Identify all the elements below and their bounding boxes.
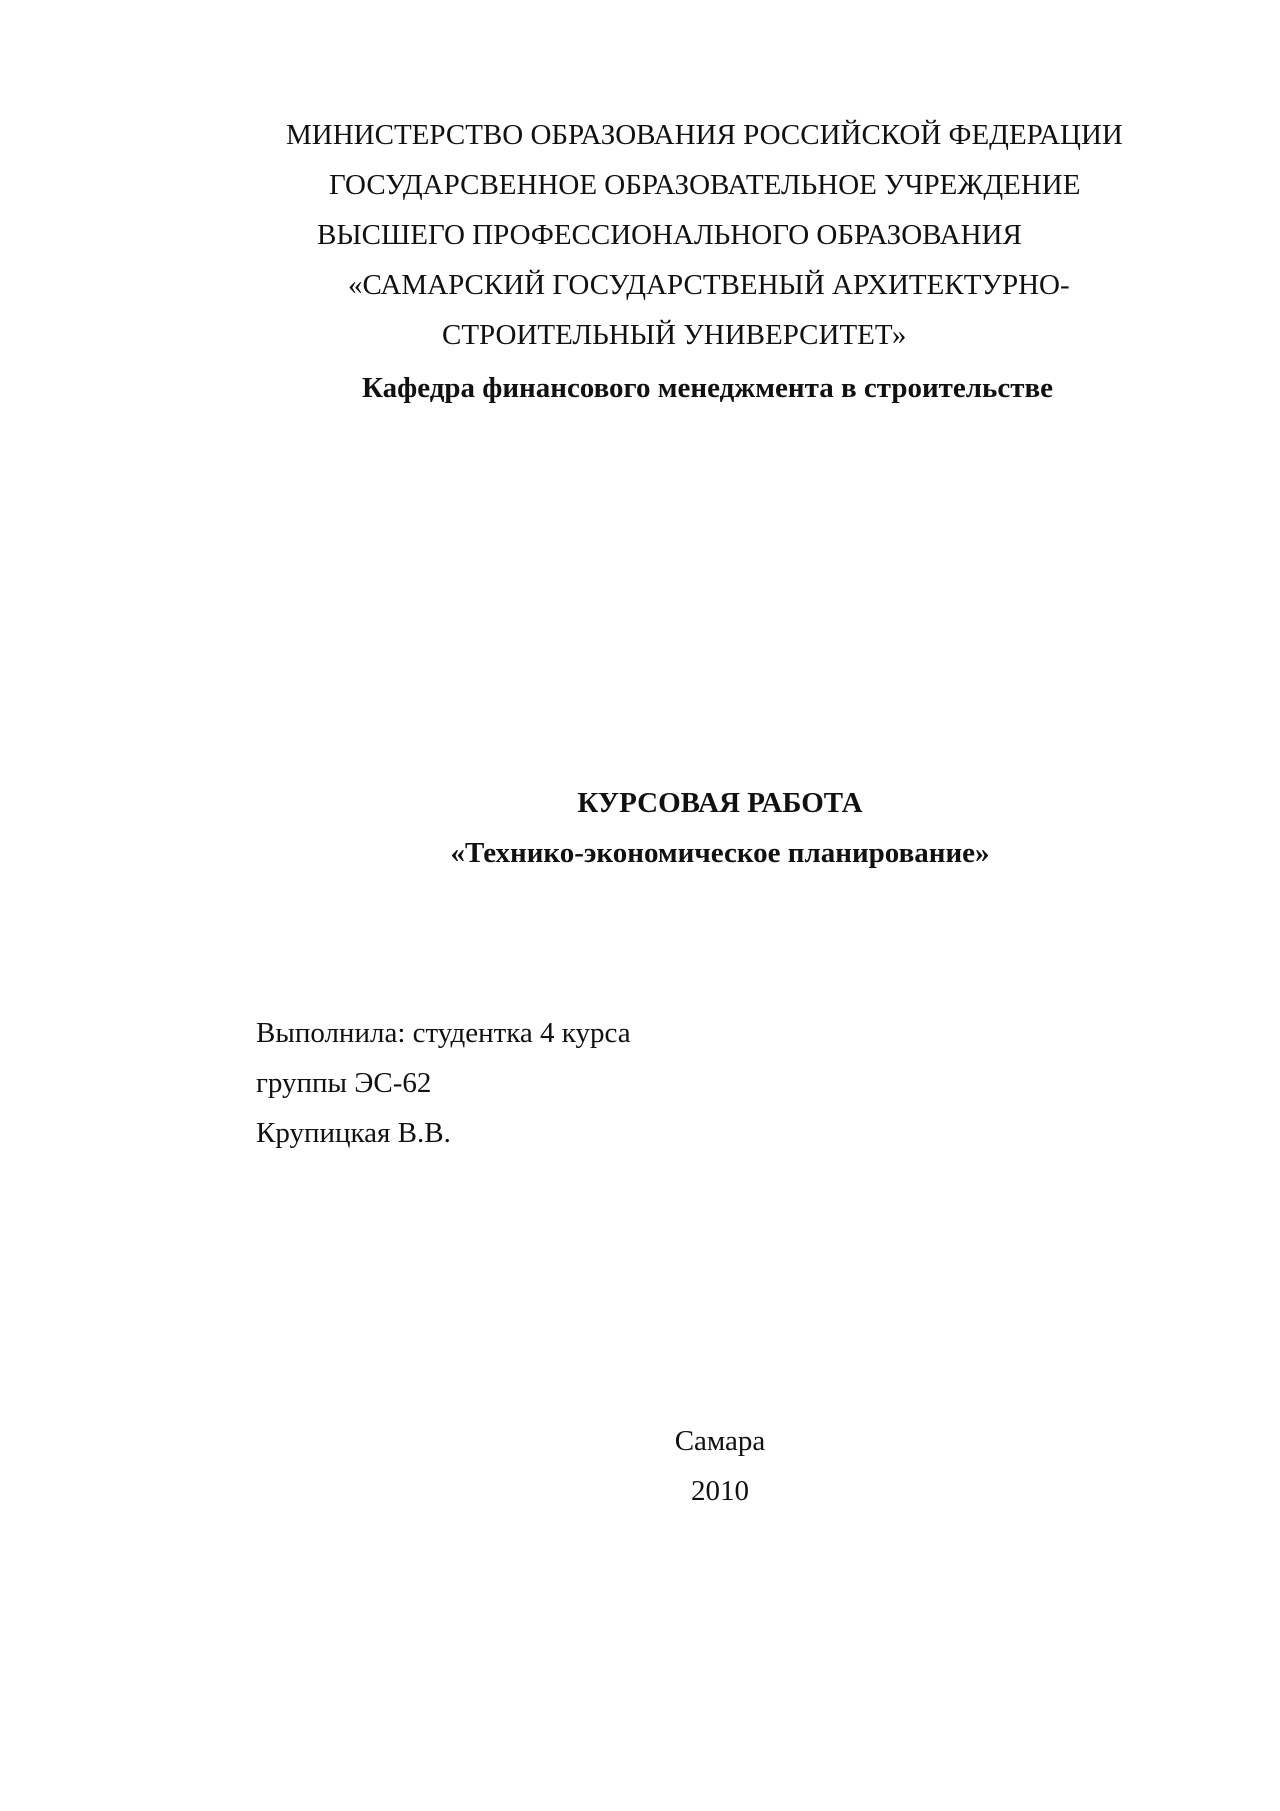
author-group: группы ЭС-62: [256, 1067, 432, 1099]
city: Самара: [674, 1425, 766, 1457]
university-name-line2: СТРОИТЕЛЬНЫЙ УНИВЕРСИТЕТ»: [442, 319, 907, 351]
work-type-heading: КУРСОВАЯ РАБОТА: [577, 787, 863, 819]
year: 2010: [691, 1475, 749, 1507]
university-name-line1: «САМАРСКИЙ ГОСУДАРСТВЕНЫЙ АРХИТЕКТУРНО-: [348, 269, 1070, 301]
ministry-line: МИНИСТЕРСТВО ОБРАЗОВАНИЯ РОССИЙСКОЙ ФЕДЕРАЦИИ: [286, 119, 1123, 151]
author-name: Крупицкая В.В.: [256, 1117, 451, 1149]
author-line1: Выполнила: студентка 4 курса: [256, 1017, 631, 1049]
work-title: «Технико-экономическое планирование»: [450, 837, 990, 869]
department-name: Кафедра финансового менеджмента в строительстве: [362, 372, 1054, 404]
education-level-line: ВЫСШЕГО ПРОФЕССИОНАЛЬНОГО ОБРАЗОВАНИЯ: [317, 219, 1022, 251]
institution-type-line: ГОСУДАРСВЕННОЕ ОБРАЗОВАТЕЛЬНОЕ УЧРЕЖДЕНИЕ: [329, 169, 1081, 201]
